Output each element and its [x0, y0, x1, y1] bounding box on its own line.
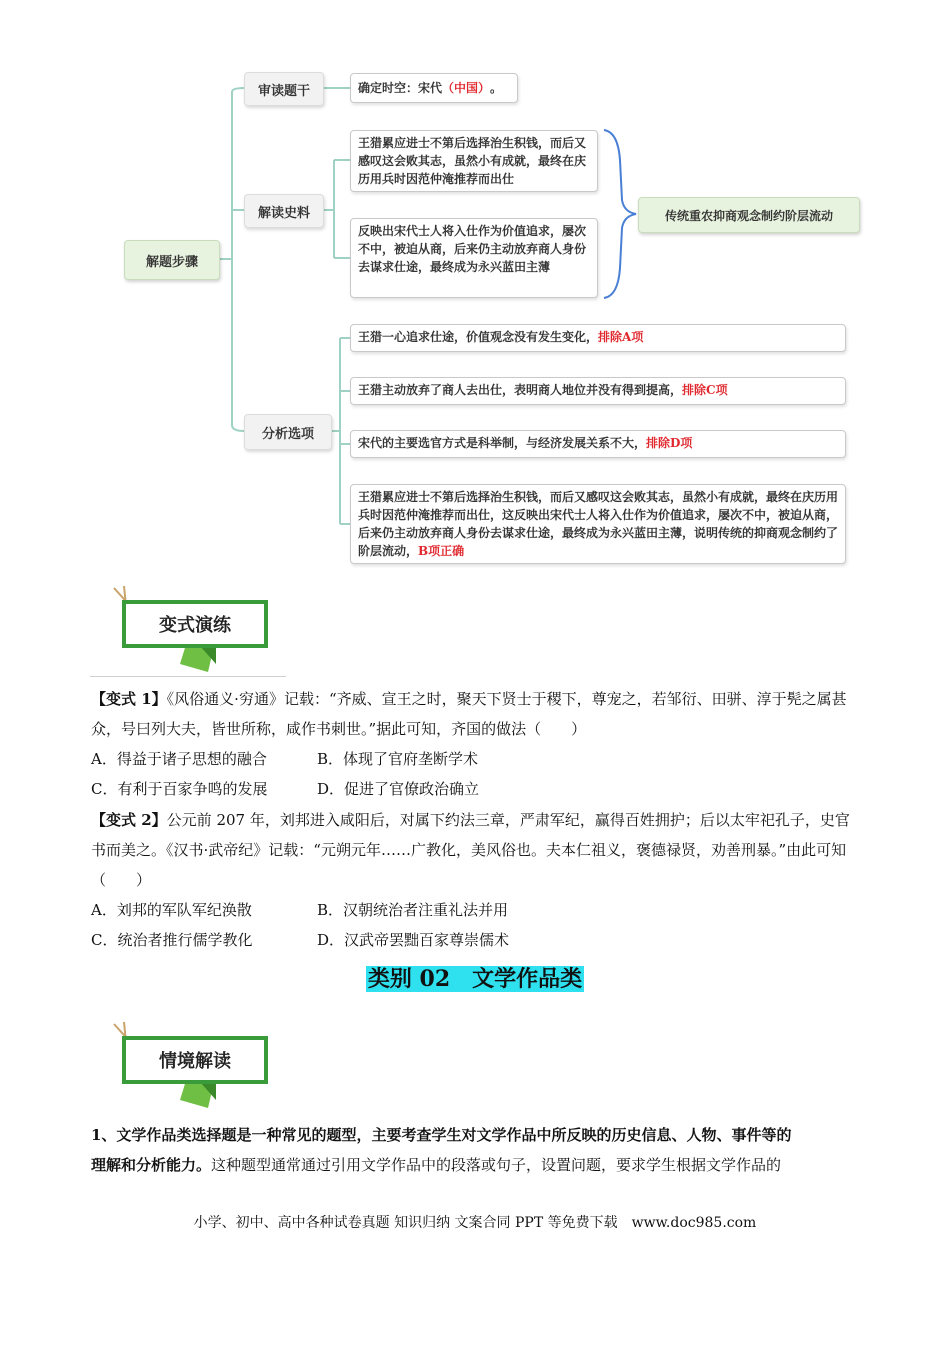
divider [90, 676, 286, 677]
leaf-option-d [350, 430, 846, 458]
leaf-option-c [350, 377, 846, 405]
leaf-text: 确定时空：宋代 [358, 81, 443, 95]
question-1-stem [91, 684, 861, 744]
intro-paragraph [91, 1120, 861, 1180]
branch-interpret-materials: 解读史料 [244, 194, 324, 228]
leaf-highlight: 排除D项 [646, 436, 693, 450]
category-title-row [0, 962, 950, 993]
option-a[interactable]: A．刘邦的军队军纪涣散 [91, 901, 252, 919]
leaf-time-space [350, 73, 518, 103]
option-c[interactable]: C．有利于百家争鸣的发展 [91, 780, 268, 798]
leaf-material-2: 反映出宋代士人将入仕作为价值追求，屡次不中，被迫从商，后来仍主动放弃商人身份去谋求仕途，最终成为永兴蓝田主薄 [350, 218, 598, 298]
leaf-highlight: 排除C项 [682, 383, 728, 397]
question-tag: 【变式 2】 [91, 811, 167, 829]
para-rest: 这种题型通常通过引用文学作品中的段落或句子，设置问题，要求学生根据文学作品的 [211, 1156, 782, 1174]
leaf-text: 王猎累应进士不第后选择治生积钱，而后又感叹这会败其志，虽然小有成就，最终在庆历用兵时因范仲淹推荐而出仕，这反映出宋代士人将入仕作为价值追求，屡次不中，被迫从商，后来仍主动放弃商人身份去谋求仕途，最终成为永兴蓝田主薄，说明传统的抑商观念制约了阶层流动， [358, 490, 839, 558]
section-badge-context [96, 1020, 276, 1112]
leaf-text: 王猎一心追求仕途，价值观念没有发生变化， [358, 330, 599, 344]
options-row-cd [91, 925, 861, 955]
question-1 [91, 684, 861, 804]
option-d[interactable]: D．促进了官僚政治确立 [317, 780, 480, 798]
option-d[interactable]: D．汉武帝罢黜百家尊崇儒术 [317, 931, 510, 949]
question-text: 公元前 207 年，刘邦进入咸阳后，对属下约法三章，严肃军纪，赢得百姓拥护；后以太牢祀孔子，史官书而美之。《汉书·武帝纪》记载：“元朔元年……广教化，美风俗也。夫本仁祖义，褒德禄贤，劝善刑暴。”由此可知（ ） [91, 811, 850, 889]
leaf-highlight: B项正确 [418, 544, 465, 558]
leaf-text: 宋代的主要选官方式是科举制，与经济发展关系不大， [358, 436, 647, 450]
question-tag: 【变式 1】 [91, 690, 167, 708]
badge-label: 变式演练 [122, 600, 268, 648]
options-row-ab [91, 744, 861, 774]
options-row-ab [91, 895, 861, 925]
leaf-tail: 。 [490, 81, 503, 95]
branch-analyze-options: 分析选项 [244, 414, 332, 450]
badge-label: 情境解读 [122, 1036, 268, 1084]
leaf-option-b [350, 484, 846, 564]
leaf-option-a [350, 324, 846, 352]
footer: 小学、初中、高中各种试卷真题 知识归纳 文案合同 PPT 等免费下载 www.doc985.com [193, 1215, 757, 1231]
option-a[interactable]: A．得益于诸子思想的融合 [91, 750, 267, 768]
mindmap-root: 解题步骤 [124, 240, 220, 280]
leaf-highlight: （中国） [442, 81, 491, 95]
leaf-text: 王猎主动放弃了商人去出仕，表明商人地位并没有得到提高， [358, 383, 683, 397]
option-b[interactable]: B．汉朝统治者注重礼法并用 [317, 901, 509, 919]
question-2-stem [91, 805, 861, 895]
para-line-2 [91, 1150, 861, 1180]
leaf-material-1: 王猎累应进士不第后选择治生积钱，而后又感叹这会败其志，虽然小有成就，最终在庆历用兵时因范仲淹推荐而出仕 [350, 130, 598, 192]
leaf-highlight: 排除A项 [598, 330, 644, 344]
question-2 [91, 805, 861, 955]
options-row-cd [91, 774, 861, 804]
question-text: 《风俗通义·穷通》记载：“齐威、宣王之时，聚天下贤士于稷下，尊宠之，若邹衍、田骈、淳于髡之属甚众，号曰列大夫，皆世所称，咸作书刺世。”据此可知，齐国的做法（ ） [91, 690, 847, 738]
para-line-1: 1、文学作品类选择题是一种常见的题型，主要考查学生对文学作品中所反映的历史信息、人物、事件等的 [91, 1126, 792, 1144]
category-title: 类别 02 文学作品类 [367, 966, 583, 992]
branch-read-question: 审读题干 [244, 72, 324, 106]
section-badge-variant [96, 584, 276, 676]
option-b[interactable]: B．体现了官府垄断学术 [317, 750, 479, 768]
para-bold: 理解和分析能力。 [91, 1156, 212, 1174]
option-c[interactable]: C．统治者推行儒学教化 [91, 931, 253, 949]
conclusion-box: 传统重农抑商观念制约阶层流动 [638, 197, 860, 233]
